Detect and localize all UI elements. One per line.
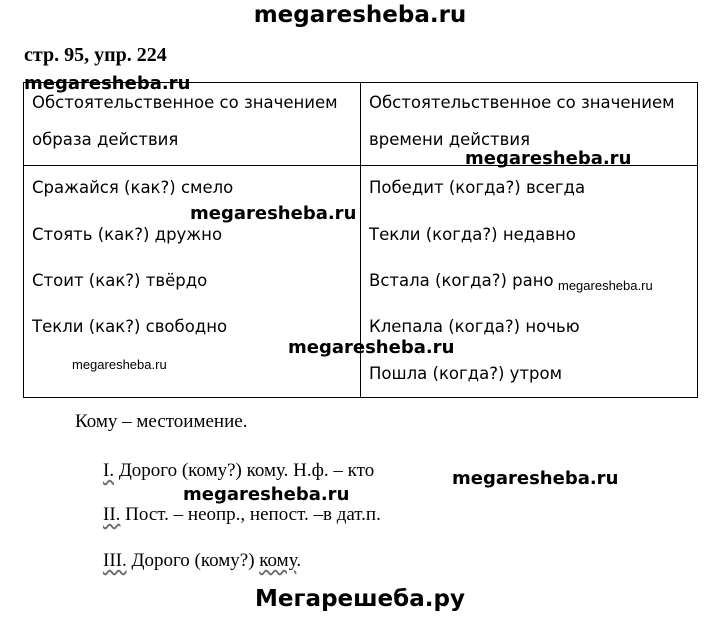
table-row: Встала (когда?) рано [369,271,554,290]
table-row: Победит (когда?) всегда [369,178,586,197]
table-row: Стоять (как?) дружно [32,225,223,244]
header-left-line2: образа действия [32,130,179,149]
analysis-item-2 [103,504,381,526]
analysis-intro: Кому – местоимение. [75,411,248,432]
exercise-heading: стр. 95, упр. 224 [24,44,167,66]
table-row: Сражайся (как?) смело [32,178,234,197]
watermark: megaresheba.ru [465,148,632,169]
watermark: megaresheba.ru [288,337,455,358]
analysis-item-end: . [296,550,302,571]
header-left-line1: Обстоятельственное со значением [32,93,338,112]
watermark-top: megaresheba.ru [253,2,467,28]
analysis-item-text: Пост. – неопр., непост. –в дат.п. [125,504,381,525]
roman-numeral: I. [103,460,115,481]
table-row: Стоит (как?) твёрдо [32,271,208,290]
roman-numeral: III. [103,550,127,571]
watermark: megaresheba.ru [452,468,619,489]
header-right-line1: Обстоятельственное со значением [369,93,675,112]
underlined-word: кому [259,550,297,571]
watermark: megaresheba.ru [558,278,653,293]
roman-numeral: II. [103,504,121,525]
watermark: megaresheba.ru [190,203,357,224]
table-row: Текли (когда?) недавно [369,225,576,244]
watermark-bottom: Мегарешеба.ру [255,586,465,612]
table-row: Текли (как?) свободно [32,317,228,336]
analysis-item-1 [103,460,374,482]
watermark: megaresheba.ru [72,357,167,372]
header-right-line2: времени действия [369,130,531,149]
analysis-item-text: Дорого (кому?) кому. Н.ф. – кто [118,460,375,481]
watermark: megaresheba.ru [24,73,191,94]
table-row: Пошла (когда?) утром [369,364,563,383]
analysis-item-3 [103,550,301,572]
table-row: Клепала (когда?) ночью [369,317,580,336]
analysis-item-text: Дорого (кому?) [131,550,260,571]
watermark: megaresheba.ru [183,484,350,505]
